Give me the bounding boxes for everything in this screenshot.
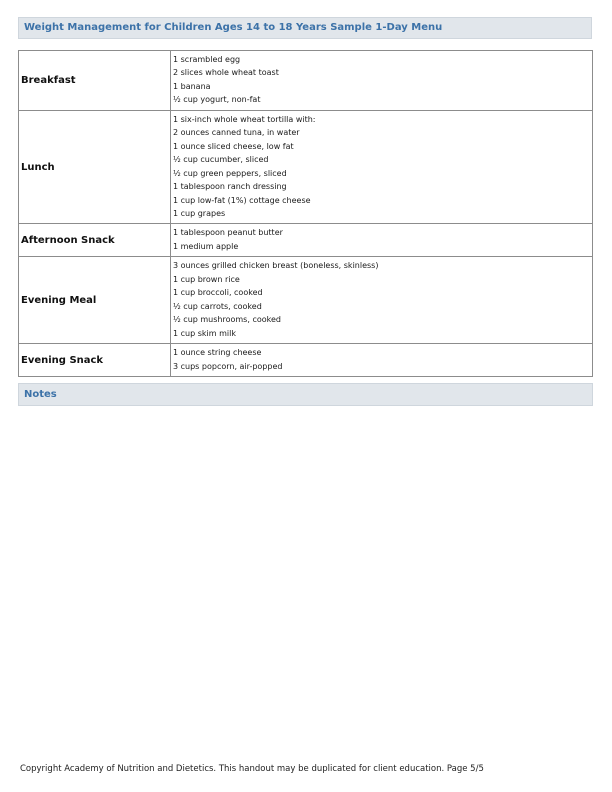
menu-item: 1 ounce sliced cheese, low fat [173, 141, 294, 151]
meal-name: Breakfast [19, 51, 171, 111]
menu-row [19, 224, 593, 257]
menu-item: 1 scrambled egg [173, 55, 241, 64]
menu-item: 3 cups popcorn, air-popped [173, 361, 283, 371]
copyright-footer: Copyright Academy of Nutrition and Dietetics. This handout may be duplicated for client education. Page 5/5 [20, 764, 484, 774]
menu-item: 1 tablespoon ranch dressing [173, 182, 287, 192]
menu-row [19, 257, 593, 344]
menu-item: ½ cup cucumber, sliced [173, 155, 269, 165]
notes-bar [18, 383, 593, 406]
menu-item: ½ cup carrots, cooked [173, 301, 262, 311]
meal-items [171, 110, 593, 224]
meal-items [171, 257, 593, 344]
menu-row [19, 344, 593, 377]
meal-name: Lunch [19, 110, 171, 224]
menu-row [19, 110, 593, 224]
menu-table [18, 50, 593, 377]
menu-item: 3 ounces grilled chicken breast (boneless, skinless) [173, 261, 379, 271]
menu-row [19, 51, 593, 111]
meal-items [171, 224, 593, 257]
menu-title: Weight Management for Children Ages 14 to 18 Years Sample 1-Day Menu [24, 22, 443, 33]
menu-table-body [19, 51, 593, 377]
menu-item: 2 ounces canned tuna, in water [173, 128, 300, 138]
meal-name: Evening Meal [19, 257, 171, 344]
meal-items [171, 51, 593, 111]
menu-item: 1 cup brown rice [173, 274, 240, 284]
meal-name: Afternoon Snack [19, 224, 171, 257]
notes-title: Notes [24, 389, 57, 400]
menu-item: 1 banana [173, 81, 211, 91]
menu-item: 1 cup skim milk [173, 328, 236, 338]
menu-item: 1 ounce string cheese [173, 348, 262, 358]
menu-item: 1 medium apple [173, 241, 239, 251]
meal-name: Evening Snack [19, 344, 171, 377]
menu-item: ½ cup yogurt, non-fat [173, 95, 261, 105]
menu-item: 1 cup broccoli, cooked [173, 288, 263, 298]
menu-item: 2 slices whole wheat toast [173, 68, 279, 78]
menu-item: 1 cup low-fat (1%) cottage cheese [173, 195, 311, 205]
menu-item: 1 tablespoon peanut butter [173, 228, 283, 238]
menu-item: ½ cup green peppers, sliced [173, 168, 287, 178]
menu-item: 1 six-inch whole wheat tortilla with: [173, 114, 316, 124]
meal-items [171, 344, 593, 377]
menu-item: ½ cup mushrooms, cooked [173, 315, 281, 325]
menu-title-bar [18, 17, 592, 39]
menu-item: 1 cup grapes [173, 208, 226, 218]
